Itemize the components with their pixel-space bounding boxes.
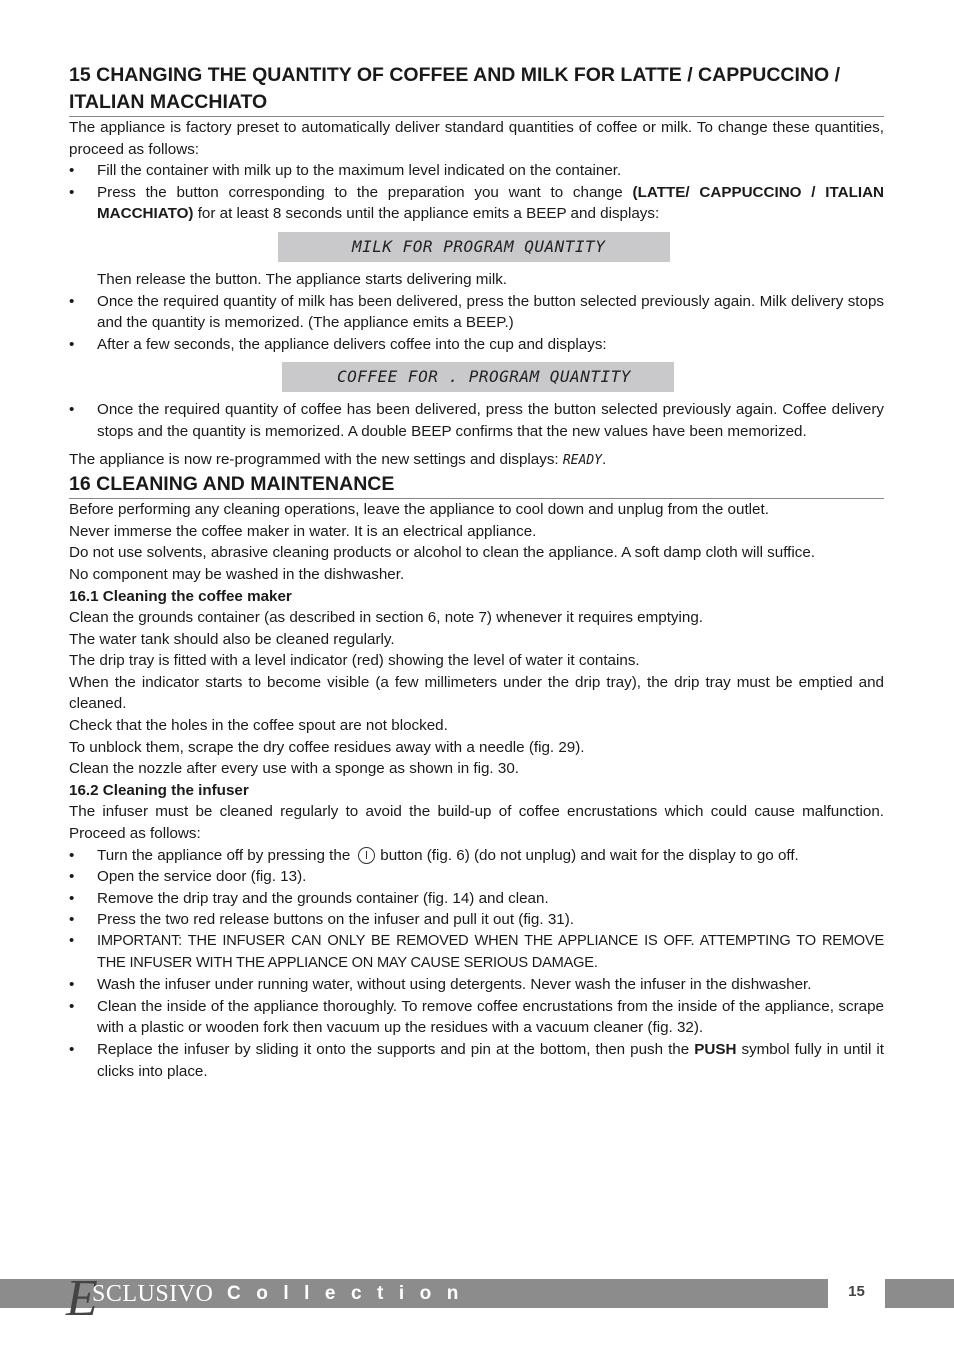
section-16-title: 16 CLEANING AND MAINTENANCE — [69, 471, 884, 499]
step-release-infuser: • Press the two red release buttons on the infuser and pull it out (fig. 31). — [69, 909, 884, 931]
paragraph: To unblock them, scrape the dry coffee residues away with a needle (fig. 29). — [69, 738, 585, 756]
paragraph: Before performing any cleaning operations, leave the appliance to cool down and unplug from the outlet. — [69, 501, 769, 519]
display-coffee-program: COFFEE FOR . PROGRAM QUANTITY — [282, 362, 674, 392]
subsection-16-2-title: 16.2 Cleaning the infuser — [69, 781, 249, 799]
brand-logo: SCLUSIVO — [92, 1281, 214, 1307]
infuser-steps — [69, 845, 884, 1083]
step-clean-inside: • Clean the inside of the appliance thoroughly. To remove coffee encrustations from the inside of the appliance, scrape with a plastic or wooden fork then vacuum up the residues with a vacuum cleaner (fig. 32). — [69, 996, 884, 1039]
power-icon — [358, 847, 375, 864]
subsection-16-1-title: 16.1 Cleaning the coffee maker — [69, 587, 292, 605]
display-milk-program: MILK FOR PROGRAM QUANTITY — [278, 232, 670, 262]
paragraph: The drip tray is fitted with a level indicator (red) showing the level of water it contains. — [69, 652, 640, 670]
release-note: Then release the button. The appliance starts delivering milk. — [97, 270, 508, 288]
step-milk-stop: • Once the required quantity of milk has been delivered, press the button selected previously again. Milk delivery stops and the quantity is memorized. (The appliance emits a BEEP.) — [69, 291, 884, 334]
section-15-intro: The appliance is factory preset to automatically deliver standard quantities of coffee or milk. To change these quantities, proceed as follows: — [69, 119, 884, 158]
step-wash-infuser: • Wash the infuser under running water, without using detergents. Never wash the infuser in the dishwasher. — [69, 974, 884, 996]
footer-bar-right — [885, 1279, 954, 1308]
step-press-button: • Press the button corresponding to the preparation you want to change (LATTE/ CAPPUCCINO / ITALIAN MACCHIATO) for at least 8 seconds until the appliance emits a BEEP and displays: — [69, 182, 884, 225]
logo-initial: E — [66, 1270, 98, 1327]
step-replace-infuser: • Replace the infuser by sliding it onto the supports and pin at the bottom, then push the PUSH symbol fully in until it clicks into place. — [69, 1039, 884, 1082]
page-footer — [0, 1270, 954, 1327]
paragraph: Clean the grounds container (as described in section 6, note 7) whenever it requires emptying. — [69, 609, 704, 627]
step-fill-milk: • Fill the container with milk up to the maximum level indicated on the container. — [69, 160, 884, 182]
paragraph: Check that the holes in the coffee spout are not blocked. — [69, 717, 448, 735]
step-turn-off: • Turn the appliance off by pressing the button (fig. 6) (do not unplug) and wait for the display to go off. — [69, 845, 884, 867]
display-ready: READY — [562, 452, 602, 468]
paragraph: Never immerse the coffee maker in water. It is an electrical appliance. — [69, 522, 537, 540]
step-open-door: • Open the service door (fig. 13). — [69, 866, 884, 888]
collection-label: Collection — [227, 1283, 474, 1304]
paragraph: When the indicator starts to become visible (a few millimeters under the drip tray), the drip tray must be emptied and cleaned. — [69, 673, 884, 713]
step-remove-tray: • Remove the drip tray and the grounds container (fig. 14) and clean. — [69, 888, 884, 910]
page-content — [69, 62, 884, 1082]
section-15-title: 15 CHANGING THE QUANTITY OF COFFEE AND MILK FOR LATTE / CAPPUCCINO / ITALIAN MACCHIATO — [69, 62, 884, 117]
section-15-final: The appliance is now re-programmed with the new settings and displays: READY. — [69, 450, 607, 468]
page-number: 15 — [848, 1283, 865, 1300]
paragraph: The water tank should also be cleaned regularly. — [69, 630, 395, 648]
paragraph: No component may be washed in the dishwasher. — [69, 565, 405, 583]
paragraph: Do not use solvents, abrasive cleaning products or alcohol to clean the appliance. A soft damp cloth will suffice. — [69, 544, 816, 562]
section-15-steps — [69, 160, 884, 225]
paragraph: The infuser must be cleaned regularly to avoid the build-up of coffee encrustations which could cause malfunction. Proceed as follows: — [69, 803, 884, 843]
step-coffee-stop: • Once the required quantity of coffee has been delivered, press the button selected previously again. Coffee delivery stops and the quantity is memorized. A double BEEP confirms that the new values have been memorized. — [69, 399, 884, 442]
paragraph: Clean the nozzle after every use with a sponge as shown in fig. 30. — [69, 760, 519, 778]
step-coffee-deliver: • After a few seconds, the appliance delivers coffee into the cup and displays: — [69, 334, 884, 356]
step-important-warning: • IMPORTANT: THE INFUSER CAN ONLY BE REMOVED WHEN THE APPLIANCE IS OFF. ATTEMPTING TO REMOVE THE INFUSER WITH THE APPLIANCE ON MAY CAUSE SERIOUS DAMAGE. — [69, 931, 884, 974]
